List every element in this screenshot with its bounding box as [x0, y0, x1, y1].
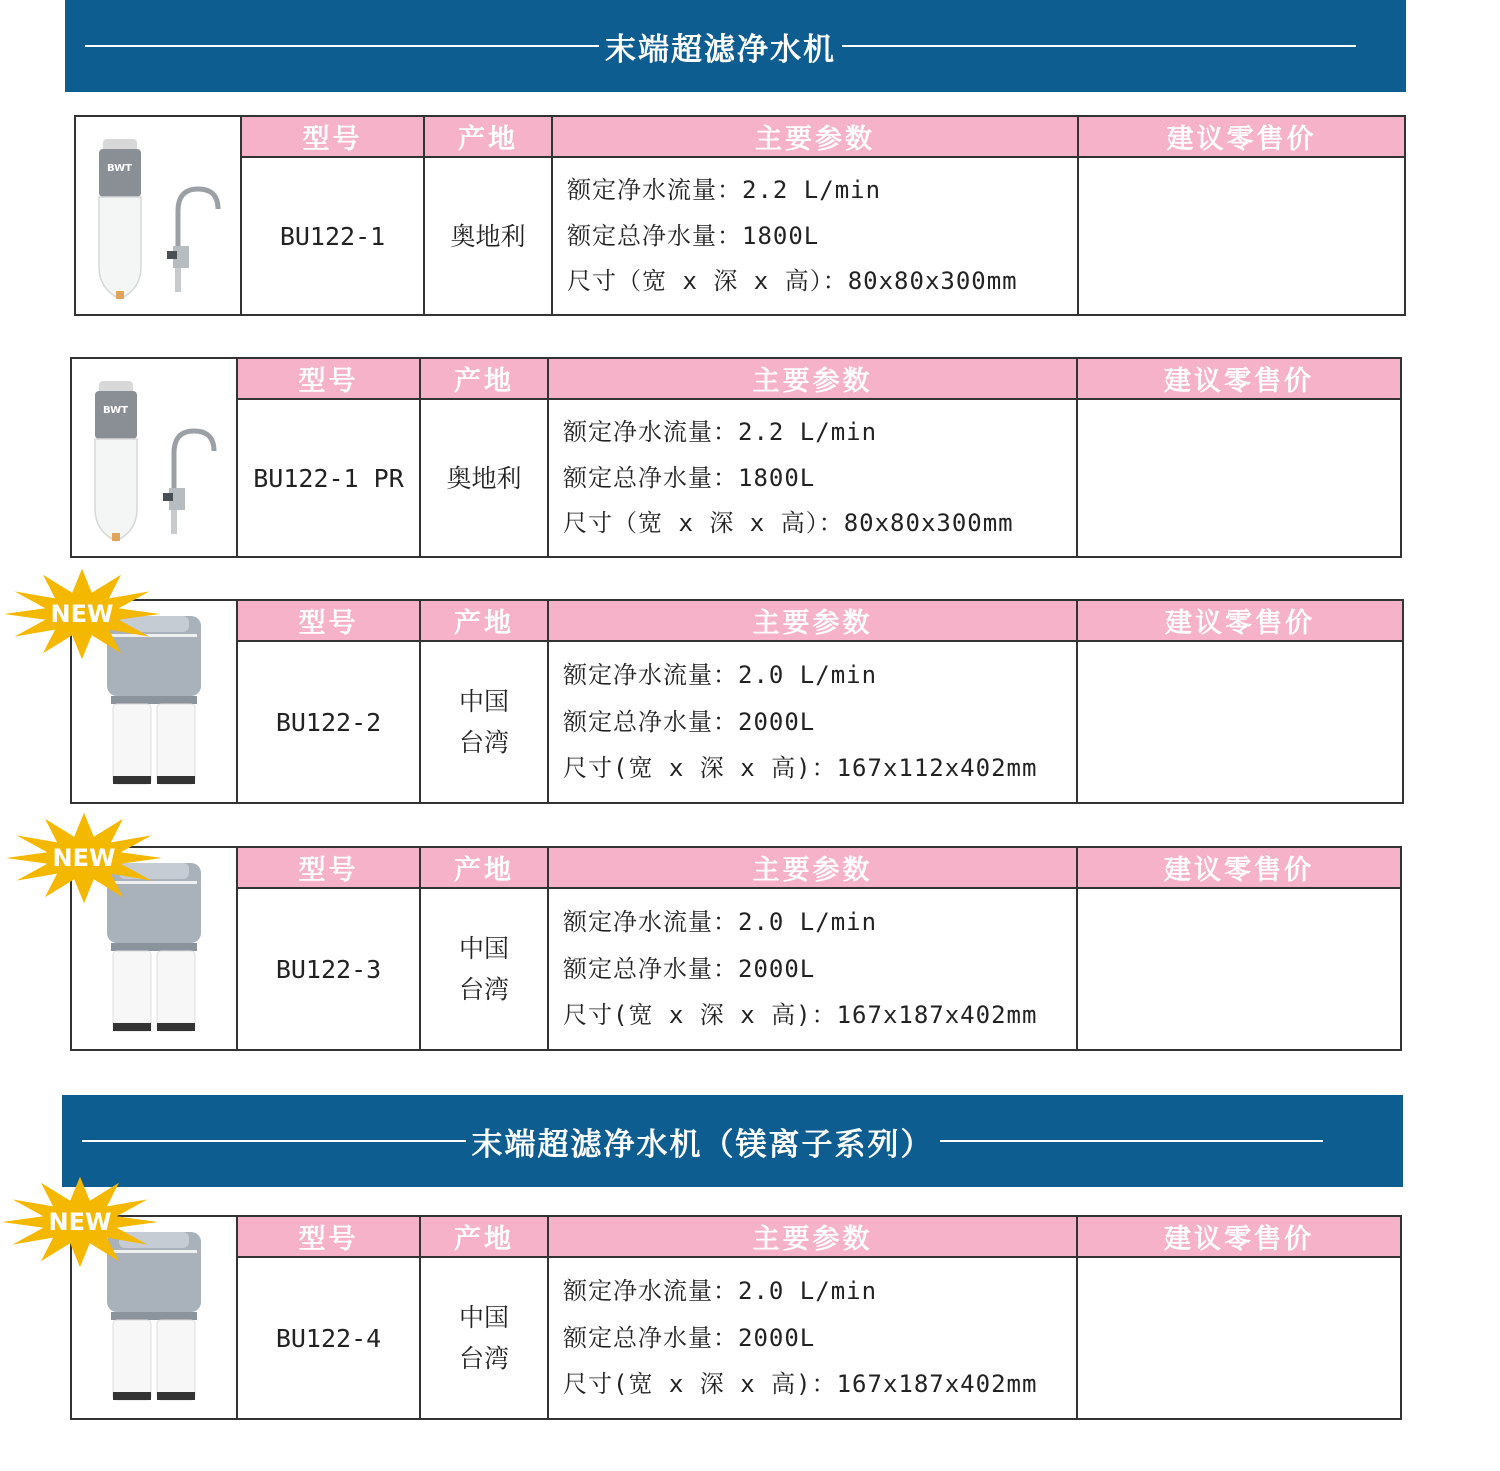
product-table-bu122-1-pr: [70, 357, 1402, 558]
param-line: 额定总净水量：1800L: [567, 221, 820, 250]
header-params: 主要参数: [553, 117, 1079, 158]
origin-cell: [421, 1258, 549, 1418]
params-cell: [549, 642, 1078, 802]
new-badge: [0, 1176, 160, 1268]
param-line: 额定净水流量：2.0 L/min: [563, 908, 878, 937]
new-badge: [4, 812, 164, 904]
origin-cell: [421, 642, 549, 802]
param-line: 额定净水流量：2.0 L/min: [563, 661, 878, 690]
origin-text: 中国: [458, 1303, 509, 1332]
filter-product-icon: [79, 373, 229, 543]
header-origin: 产地: [425, 117, 553, 158]
origin-text: 台湾: [458, 1344, 509, 1373]
price-cell: [1079, 158, 1404, 314]
param-line: 尺寸（宽 x 深 x 高）：80x80x300mm: [567, 267, 1018, 296]
param-line: 额定总净水量：2000L: [563, 707, 816, 736]
price-cell: [1078, 889, 1400, 1049]
section-banner-ultrafiltration: [65, 0, 1406, 92]
new-badge: [2, 568, 162, 660]
origin-text: 奥地利: [450, 221, 526, 251]
header-price: 建议零售价: [1078, 359, 1400, 400]
header-model: 型号: [238, 359, 421, 400]
product-image: [76, 117, 242, 314]
model-cell: BU122-1 PR: [238, 400, 421, 556]
param-line: 尺寸(宽 x 深 x 高)：167x187x402mm: [563, 1370, 1038, 1399]
header-price: 建议零售价: [1078, 1217, 1400, 1258]
header-origin: 产地: [421, 601, 549, 642]
product-table-bu122-1: [74, 115, 1406, 316]
header-params: 主要参数: [549, 601, 1078, 642]
model-cell: BU122-3: [238, 889, 421, 1049]
header-model: 型号: [238, 601, 421, 642]
origin-text: 台湾: [458, 975, 509, 1004]
origin-text: 中国: [458, 934, 509, 963]
product-table-bu122-4: [70, 1215, 1402, 1420]
param-line: 额定总净水量：2000L: [563, 954, 816, 983]
model-cell: BU122-2: [238, 642, 421, 802]
header-origin: 产地: [421, 359, 549, 400]
model-cell: BU122-1: [242, 158, 425, 314]
header-params: 主要参数: [549, 359, 1078, 400]
param-line: 尺寸(宽 x 深 x 高)：167x187x402mm: [563, 1001, 1038, 1030]
section-title: 末端超滤净水机: [605, 31, 836, 68]
header-origin: 产地: [421, 848, 549, 889]
origin-cell: [425, 158, 553, 314]
price-cell: [1078, 1258, 1400, 1418]
origin-cell: [421, 889, 549, 1049]
params-cell: [549, 400, 1078, 556]
new-badge-label: NEW: [48, 1208, 112, 1236]
section-banner-magnesium: [62, 1095, 1403, 1187]
svg-text:BWT: BWT: [103, 404, 128, 416]
section-title: 末端超滤净水机（镁离子系列）: [471, 1126, 934, 1163]
param-line: 额定总净水量：2000L: [563, 1323, 816, 1352]
param-line: 尺寸(宽 x 深 x 高)：167x112x402mm: [563, 754, 1038, 783]
origin-cell: [421, 400, 549, 556]
param-line: 额定总净水量：1800L: [563, 463, 816, 492]
params-cell: [549, 889, 1078, 1049]
header-origin: 产地: [421, 1217, 549, 1258]
product-table-bu122-3: [70, 846, 1402, 1051]
header-model: 型号: [242, 117, 425, 158]
origin-text: 中国: [458, 687, 509, 716]
product-image: [72, 359, 238, 556]
param-line: 额定净水流量：2.0 L/min: [563, 1277, 878, 1306]
svg-text:BWT: BWT: [107, 162, 132, 174]
params-cell: [553, 158, 1079, 314]
banner-rule-right: [842, 45, 1356, 47]
header-model: 型号: [238, 1217, 421, 1258]
new-badge-label: NEW: [52, 844, 116, 872]
banner-rule-left: [82, 1140, 466, 1142]
header-params: 主要参数: [549, 1217, 1078, 1258]
header-params: 主要参数: [549, 848, 1078, 889]
origin-text: 奥地利: [446, 463, 522, 493]
price-cell: [1078, 642, 1402, 802]
header-model: 型号: [238, 848, 421, 889]
origin-text: 台湾: [458, 728, 509, 757]
param-line: 额定净水流量：2.2 L/min: [563, 418, 878, 447]
banner-rule-right: [940, 1140, 1324, 1142]
param-line: 额定净水流量：2.2 L/min: [567, 176, 882, 205]
product-table-bu122-2: [70, 599, 1404, 804]
new-badge-label: NEW: [50, 600, 114, 628]
model-cell: BU122-4: [238, 1258, 421, 1418]
filter-product-icon: [83, 131, 233, 301]
banner-rule-left: [85, 45, 599, 47]
price-cell: [1078, 400, 1400, 556]
params-cell: [549, 1258, 1078, 1418]
param-line: 尺寸（宽 x 深 x 高）：80x80x300mm: [563, 509, 1014, 538]
header-price: 建议零售价: [1078, 848, 1400, 889]
header-price: 建议零售价: [1079, 117, 1404, 158]
header-price: 建议零售价: [1078, 601, 1402, 642]
